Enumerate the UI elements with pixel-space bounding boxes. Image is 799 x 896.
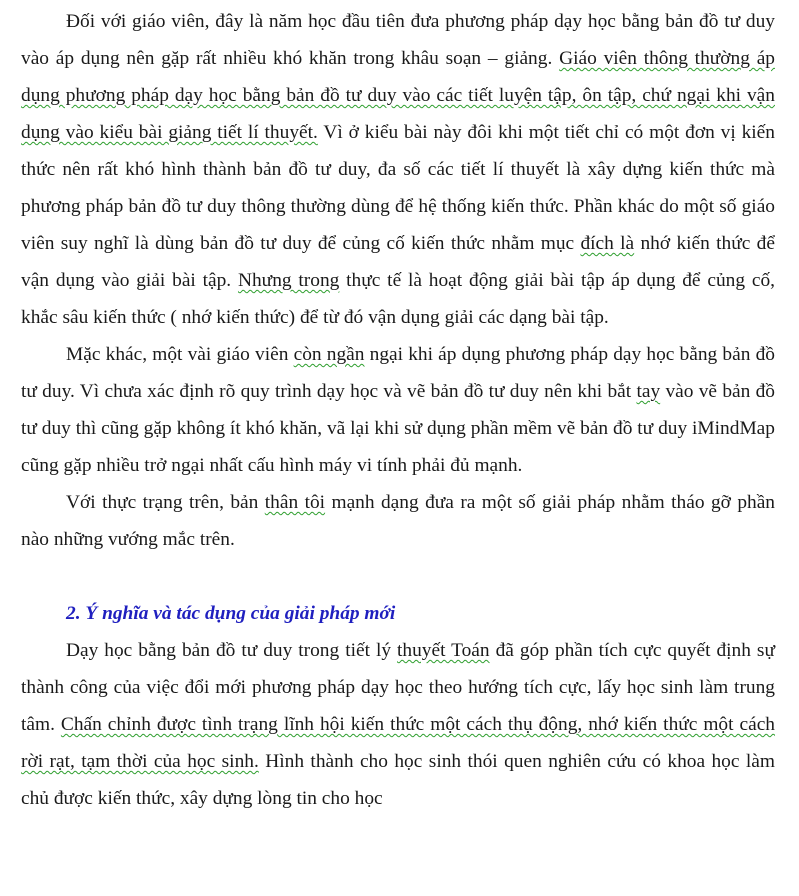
- blank-line: [21, 558, 775, 595]
- paragraph-difficulties: [21, 0, 775, 336]
- text-segment: Hình thành cho học sinh thói quen nghiên cứu có khoa học làm chủ được kiến thức, xây dựng lòng tin cho học: [21, 751, 775, 809]
- text-segment: Đối với giáo viên, đây là năm học đầu tiên đưa phương pháp dạy học bằng bản đồ tư duy vào áp dụng nên gặp rất nhiều khó khăn trong khâu soạn – giảng.: [21, 11, 775, 69]
- paragraph-meaning: [21, 632, 775, 817]
- flagged-text-segment: thân tôi: [264, 492, 326, 513]
- flagged-text-segment: Chấn chỉnh được tình trạng lĩnh hội kiến thức một cách thụ động, nhớ kiến thức một cách rời rạt, tạm thời của học sinh.: [21, 714, 776, 772]
- flagged-text-segment: Nhưng trong: [237, 270, 340, 291]
- section-heading: 2. Ý nghĩa và tác dụng của giải pháp mới: [66, 603, 396, 624]
- text-segment: Mặc khác, một vài giáo viên: [66, 344, 294, 365]
- text-segment: Dạy học bằng bản đồ tư duy trong tiết lý: [66, 640, 398, 661]
- flagged-text-segment: đích là: [580, 233, 635, 254]
- text-segment: đã góp phần tích cực quyết định sự thành công của việc đổi mới phương pháp dạy học theo hướng tích cực, lấy học sinh làm trung tâm.: [21, 640, 775, 735]
- flagged-text-segment: Giáo viên thông thường áp dụng phương pháp dạy học bằng bản đồ tư duy vào các tiết luyện tập, ôn tập, chứ ngại khi vận dụng vào kiểu bài giảng tiết lí thuyết.: [21, 48, 775, 143]
- text-segment: mạnh dạng đưa ra một số giải pháp nhằm tháo gỡ phần nào những vướng mắc trên.: [21, 492, 776, 550]
- flagged-text-segment: còn ngần: [293, 344, 365, 365]
- text-segment: thực tế là hoạt động giải bài tập áp dụng để củng cố, khắc sâu kiến thức ( nhớ kiến thức) để từ đó vận dụng giải các dạng bài tập.: [21, 270, 775, 328]
- text-segment: Vì ở kiểu bài này đôi khi một tiết chỉ có một đơn vị kiến thức nên rất khó hình thành bản đồ tư duy, đa số các tiết lí thuyết là xây dựng kiến thức mà phương pháp bản đồ tư duy thông thường dùng để hệ thống kiến thức. Phần khác do một số giáo viên suy nghĩ là dùng bản đồ tư duy để củng cố kiến thức nhằm mục: [21, 122, 775, 254]
- flagged-text-segment: thuyết Toán: [397, 640, 490, 661]
- text-segment: ngại khi áp dụng phương pháp dạy học bằng bản đồ tư duy. Vì chưa xác định rõ quy trình dạy học và vẽ bản đồ tư duy nên khi bắt: [21, 344, 775, 402]
- text-segment: nhớ kiến thức để vận dụng vào giải bài tập.: [21, 233, 775, 291]
- flagged-text-segment: tay: [636, 381, 661, 402]
- text-segment: vào vẽ bản đồ tư duy thì cũng gặp không ít khó khăn, vã lại khi sử dụng phần mềm vẽ bản đồ tư duy iMindMap cũng gặp nhiều trở ngại nhất cấu hình máy vi tính phải đủ mạnh.: [21, 381, 775, 476]
- document-page: [21, 0, 775, 817]
- text-segment: Với thực trạng trên, bản: [66, 492, 265, 513]
- paragraph-hesitation: [21, 336, 775, 484]
- paragraph-solution-intro: [21, 484, 775, 558]
